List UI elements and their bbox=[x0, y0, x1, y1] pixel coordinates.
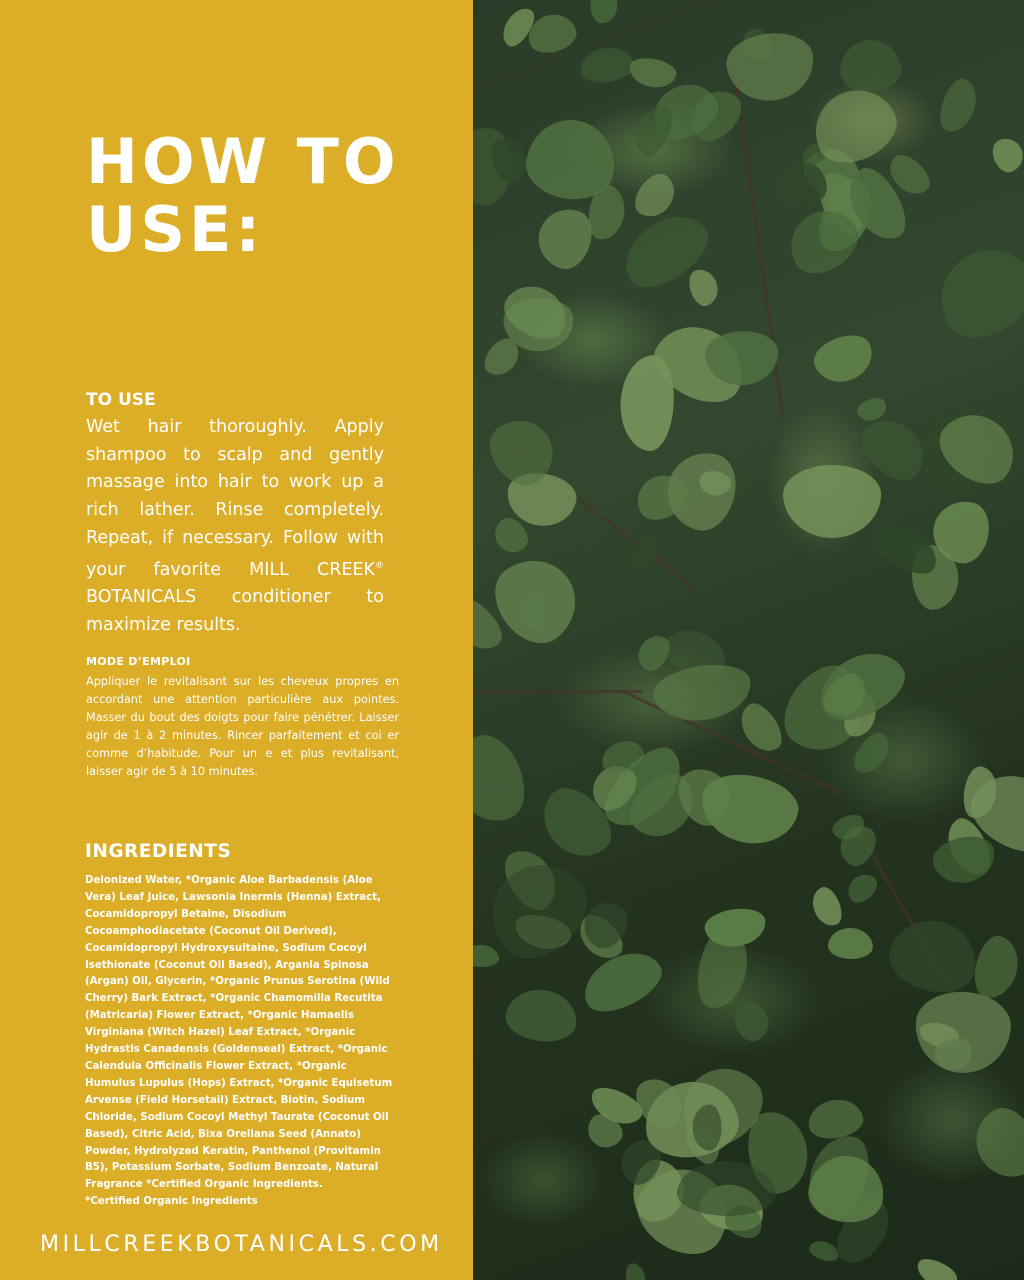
title-line-2: USE: bbox=[86, 193, 265, 267]
leaf-shape bbox=[693, 1105, 722, 1151]
info-panel bbox=[0, 0, 473, 1280]
leaf-shape bbox=[828, 927, 874, 960]
leaf-shape bbox=[934, 75, 982, 138]
leaf-shape bbox=[882, 911, 984, 1001]
leaf-shape bbox=[964, 1099, 1024, 1189]
leaf-shape bbox=[574, 941, 669, 1022]
ingredients-heading: INGREDIENTS bbox=[85, 841, 232, 862]
leaf-shape bbox=[805, 1095, 866, 1142]
leaf-shape bbox=[987, 134, 1024, 176]
leaf-shape bbox=[807, 1237, 842, 1264]
leaf-shape bbox=[503, 985, 580, 1045]
leaf-shape bbox=[473, 726, 536, 833]
to-use-instructions bbox=[86, 414, 384, 639]
leaf-shape bbox=[591, 0, 618, 23]
leaf-shape bbox=[807, 884, 846, 931]
leaf-shape bbox=[969, 932, 1024, 1003]
to-use-heading: TO USE bbox=[86, 390, 156, 410]
leaf-shape bbox=[913, 990, 1013, 1076]
leaf-shape bbox=[783, 465, 881, 538]
leaf-shape bbox=[733, 698, 789, 759]
leaf-shape bbox=[728, 997, 775, 1047]
leaf-shape bbox=[838, 38, 903, 95]
title-line-1: HOW TO bbox=[86, 125, 400, 198]
leaf-shape bbox=[627, 54, 679, 90]
ingredients-footnote: *Certified Organic Ingredients bbox=[85, 1196, 258, 1208]
website-url: MILLCREEKBOTANICALS.COM bbox=[40, 1232, 443, 1257]
registered-mark: ® bbox=[375, 560, 384, 571]
ingredients-list bbox=[85, 873, 395, 1211]
leaf-shape bbox=[923, 232, 1024, 354]
to-use-text-part2: BOTANICALS conditioner to maximize results. bbox=[86, 587, 384, 635]
leaf-shape bbox=[621, 533, 662, 574]
leaf-shape bbox=[618, 353, 676, 452]
leaf-shape bbox=[685, 266, 722, 310]
to-use-text-part1: Wet hair thoroughly. Apply shampoo to scalp and gently massage into hair to work up a rich lather. Rinse completely. Repeat, if necessary. Follow with your favorite MILL CREEK bbox=[86, 417, 384, 580]
mode-emploi-heading: MODE D’EMPLOI bbox=[86, 655, 191, 668]
leaf-shape bbox=[928, 831, 999, 889]
leaf-shape bbox=[842, 868, 882, 907]
page-title bbox=[86, 125, 456, 267]
mode-emploi-text: Appliquer le revitalisant sur les cheveux propres en accordant une attention particulière aux pointes. Masser du bout des doigts pour faire pénétrer. Laisser agir de 1 à 2 minutes. Rincer parfaitement et coi er comme d’habitude. Pour un e et plus revitalisant, laisser agir de 5 à 10 minutes. bbox=[86, 675, 399, 778]
leaf-shape bbox=[578, 44, 637, 86]
branch-shape bbox=[473, 690, 643, 693]
foliage-photo bbox=[473, 0, 1024, 1280]
leaf-shape bbox=[913, 1254, 960, 1280]
leaf-shape bbox=[650, 659, 755, 728]
leaf-shape bbox=[473, 944, 499, 967]
leaf-shape bbox=[623, 1261, 647, 1280]
leaf-shape bbox=[808, 329, 879, 391]
ingredients-text: Deionized Water, *Organic Aloe Barbadensis (Aloe Vera) Leaf Juice, Lawsonia Inermis (Henna) Extract, Cocamidopropyl Betaine, Disodium Cocoamphodiacetate (Coconut Oil Derived), Cocamidopropyl Hydroxysultaine, Sodium Cocoyl Isethionate (Coconut Oil Based), Argania Spinosa (Argan) Oil, Glycerin, *Organic Prunus Serotina (Wild Cherry) Bark Extract, *Organic Chamomilla Recutita (Matricaria) Flower Extract, *Organic Hamaelis Virginiana (Witch Hazel) Leaf Extract, *Organic Hydrastis Canadensis (Goldenseal) Extract, *Organic Calendula Officinalis Flower Extract, *Organic Humulus Lupulus (Hops) Extract, *Organic Equisetum Arvense (Field Horsetail) Extract, Biotin, Sodium Chloride, Sodium Cocoyl Methyl Taurate (Coconut Oil Based), Citric Acid, Bixa Orellana Seed (Annato) Powder, Hydrolyzed Keratin, Panthenol (Provitamin B5), Potassium Sorbate, Sodium Benzoate, Natural Fragrance *Certified Organic Ingredients. bbox=[85, 875, 393, 1191]
